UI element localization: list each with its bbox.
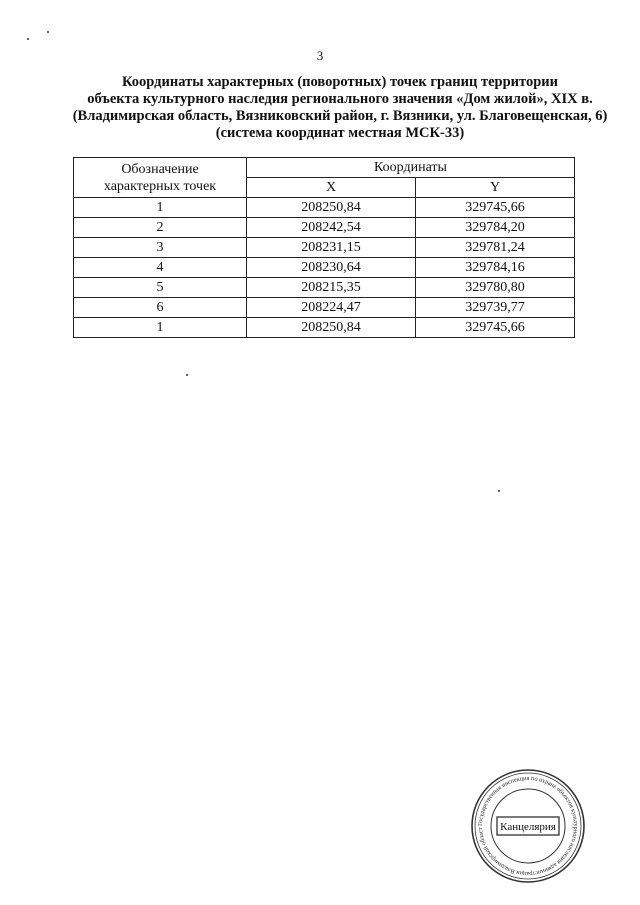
table-row [74, 298, 575, 318]
heading-line: объекта культурного наследия регионального значения «Дом жилой», XIX в. [87, 91, 593, 107]
y-cell: 329781,24 [416, 238, 575, 258]
table-row [74, 198, 575, 218]
y-cell: 329784,16 [416, 258, 575, 278]
point-cell: 4 [74, 258, 247, 278]
x-cell: 208215,35 [247, 278, 416, 298]
point-label-header [74, 158, 247, 198]
point-cell: 1 [74, 318, 247, 338]
coordinates-header: Координаты [247, 158, 575, 178]
x-cell: 208242,54 [247, 218, 416, 238]
y-cell: 329739,77 [416, 298, 575, 318]
point-label-header-line2: характерных точек [103, 178, 217, 194]
table-row [74, 218, 575, 238]
table-row [74, 258, 575, 278]
y-cell: 329745,66 [416, 198, 575, 218]
point-label-header-line1: Обозначение [121, 161, 199, 177]
point-cell: 6 [74, 298, 247, 318]
heading-line: (система координат местная МСК-33) [215, 125, 465, 141]
x-cell: 208230,64 [247, 258, 416, 278]
point-cell: 3 [74, 238, 247, 258]
stamp-center-text: Канцелярия [500, 821, 556, 833]
document-heading [40, 74, 640, 142]
table-row [74, 238, 575, 258]
table-row [74, 278, 575, 298]
x-header: X [247, 178, 416, 198]
x-cell: 208250,84 [247, 198, 416, 218]
point-cell: 5 [74, 278, 247, 298]
point-cell: 1 [74, 198, 247, 218]
point-cell: 2 [74, 218, 247, 238]
coordinates-table [73, 157, 575, 338]
heading-line: Координаты характерных (поворотных) точек границ территории [122, 74, 558, 90]
x-cell: 208231,15 [247, 238, 416, 258]
x-cell: 208250,84 [247, 318, 416, 338]
heading-line: (Владимирская область, Вязниковский район, г. Вязники, ул. Благовещенская, 6) [72, 108, 608, 124]
office-stamp [470, 768, 586, 884]
stamp-ring-text: Государственная инспекция по охране объектов культурного наследия администрации Владимирской област [476, 774, 580, 878]
page-number: 3 [316, 48, 324, 63]
y-cell: 329784,20 [416, 218, 575, 238]
y-cell: 329745,66 [416, 318, 575, 338]
table-row [74, 318, 575, 338]
x-cell: 208224,47 [247, 298, 416, 318]
y-header: Y [416, 178, 575, 198]
y-cell: 329780,80 [416, 278, 575, 298]
